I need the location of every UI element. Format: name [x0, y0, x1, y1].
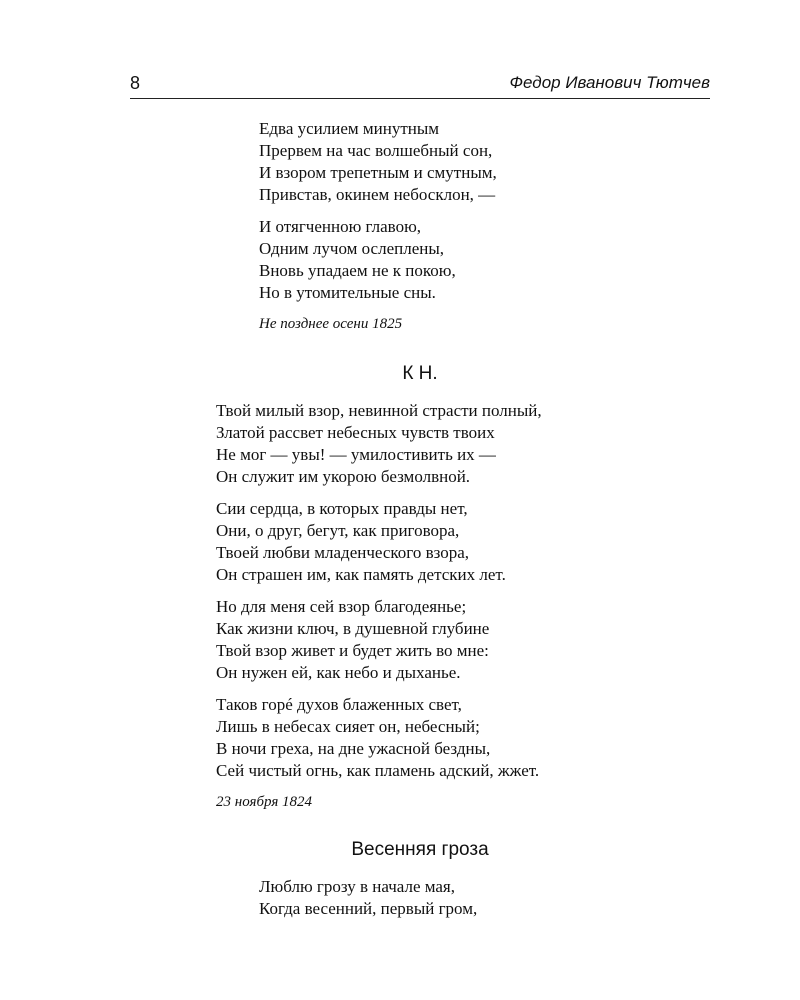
- verse-line: Когда весенний, первый гром,: [259, 899, 478, 918]
- verse-line: Сии сердца, в которых правды нет,: [216, 499, 468, 518]
- verse-line: Златой рассвет небесных чувств твоих: [216, 423, 495, 442]
- poem-title: К Н.: [402, 363, 438, 384]
- stanza: [259, 876, 477, 920]
- verse-line: Твой милый взор, невинной страсти полный,: [216, 401, 542, 420]
- poem-continuation: [259, 118, 497, 334]
- verse-line: Он страшен им, как память детских лет.: [216, 565, 506, 584]
- verse-line: В ночи греха, на дне ужасной бездны,: [216, 739, 491, 758]
- poem-k-n: [216, 400, 542, 812]
- verse-line: Лишь в небесах сияет он, небесный;: [216, 717, 480, 736]
- verse-line: И отягченною главою,: [259, 217, 422, 236]
- verse-line: Едва усилием минутным: [259, 119, 440, 138]
- verse-line: Одним лучом ослеплены,: [259, 239, 445, 258]
- verse-line: Не мог — увы! — умилостивить их —: [216, 445, 496, 464]
- verse-line: Люблю грозу в начале мая,: [259, 877, 455, 896]
- stanza: [259, 216, 497, 304]
- stanza: [216, 596, 542, 684]
- page-number: 8: [130, 73, 141, 93]
- poem-date: Не позднее осени 1825: [259, 316, 403, 332]
- verse-line: Вновь упадаем не к покою,: [259, 261, 456, 280]
- poem-title: Весенняя гроза: [351, 839, 489, 860]
- verse-line: Как жизни ключ, в душевной глубине: [216, 619, 490, 638]
- stanza: [216, 400, 542, 488]
- running-title: Федор Иванович Тютчев: [509, 73, 710, 92]
- verse-line: Но для меня сей взор благодеянье;: [216, 597, 467, 616]
- poem-vesennyaya-groza: [259, 876, 477, 930]
- verse-line: Твой взор живет и будет жить во мне:: [216, 641, 489, 660]
- stanza: [216, 694, 542, 782]
- stanza: [216, 498, 542, 586]
- verse-line: Привстав, окинем небосклон, —: [259, 185, 496, 204]
- verse-line: Твоей любви младенческого взора,: [216, 543, 470, 562]
- verse-line: Он нужен ей, как небо и дыханье.: [216, 663, 461, 682]
- stanza: [259, 118, 497, 206]
- verse-line: Но в утомительные сны.: [259, 283, 436, 302]
- verse-line: Сей чистый огнь, как пламень адский, жжет.: [216, 761, 540, 780]
- verse-line: Они, о друг, бегут, как приговора,: [216, 521, 460, 540]
- verse-line: Прервем на час волшебный сон,: [259, 141, 493, 160]
- verse-line: Таков горé духов блаженных свет,: [216, 695, 462, 714]
- running-header: [130, 72, 710, 99]
- verse-line: Он служит им укорою безмолвной.: [216, 467, 471, 486]
- poem-date: 23 ноября 1824: [216, 794, 313, 810]
- verse-line: И взором трепетным и смутным,: [259, 163, 497, 182]
